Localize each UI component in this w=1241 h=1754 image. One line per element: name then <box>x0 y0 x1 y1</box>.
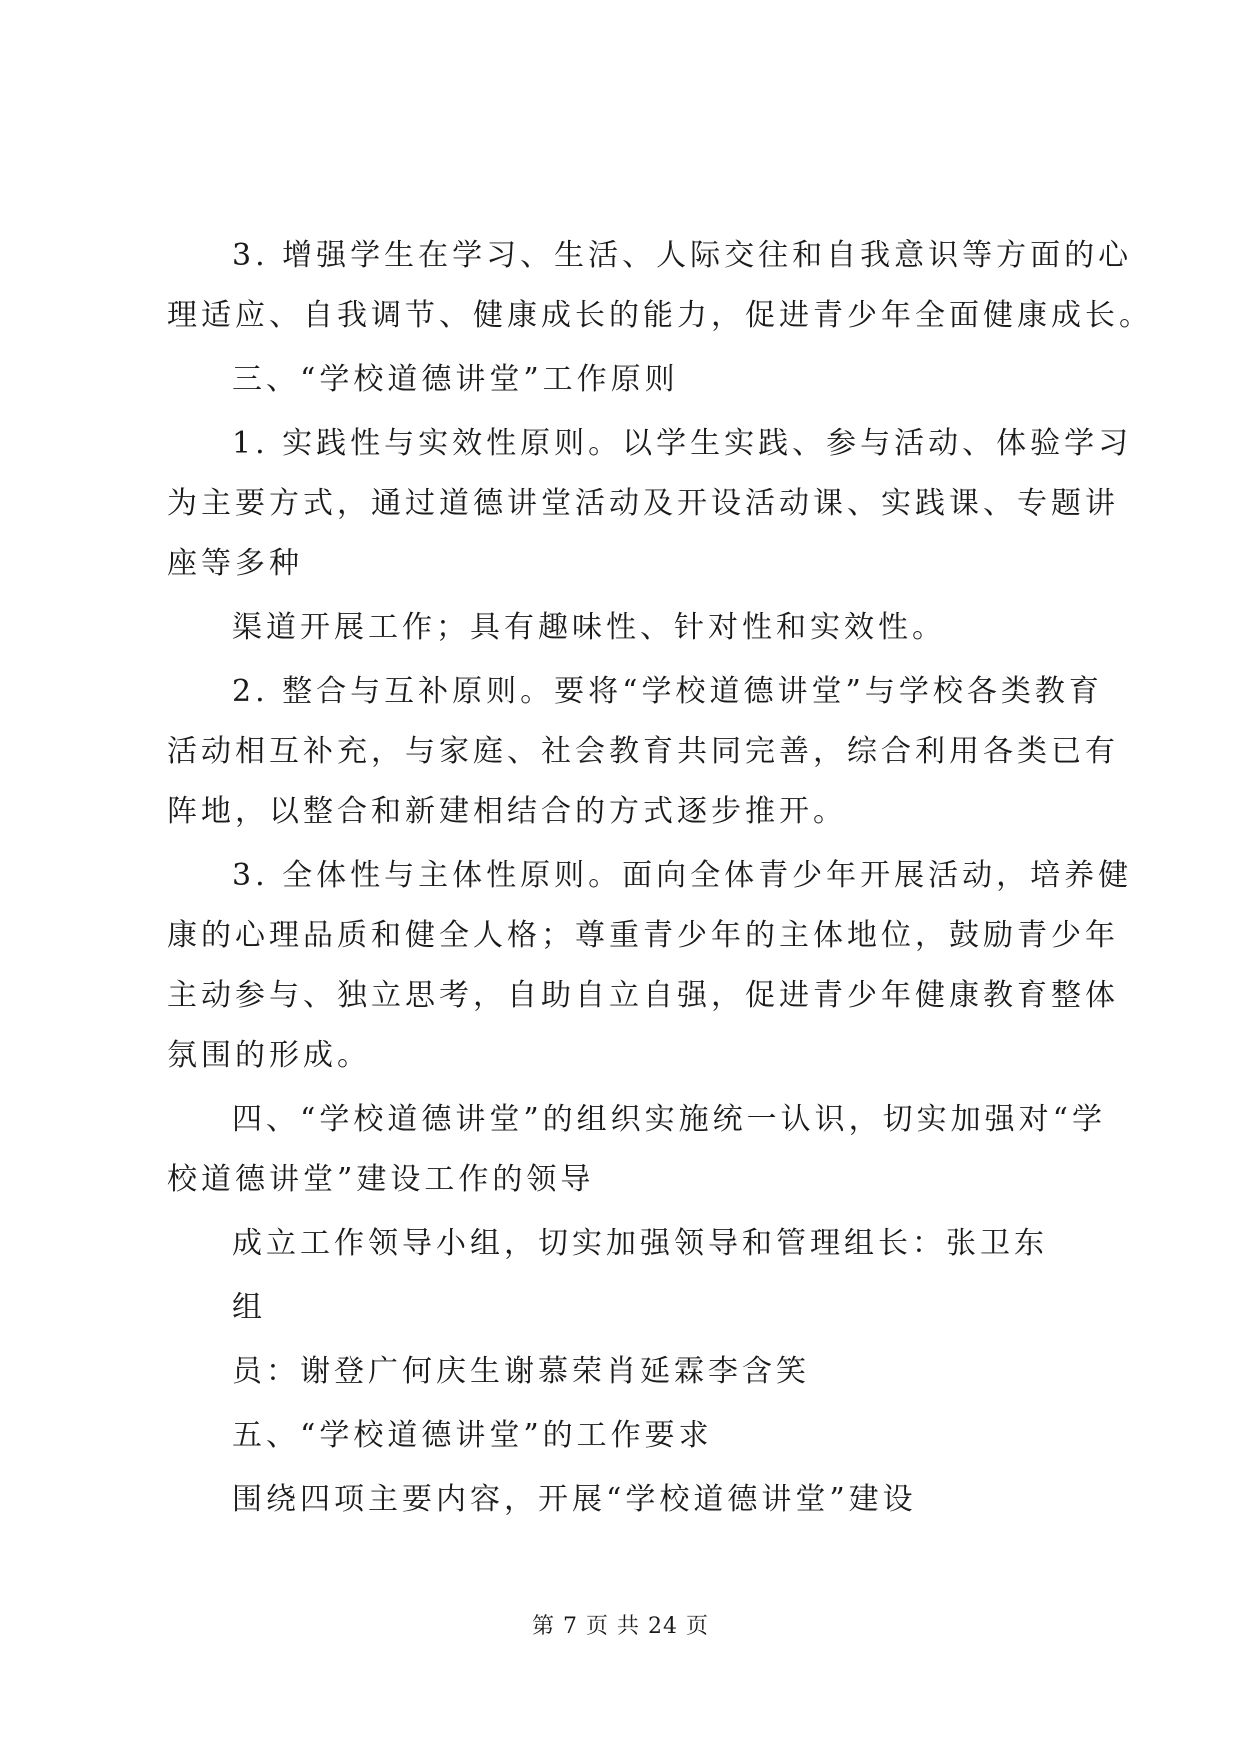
section-heading: 三、“学校道德讲堂”工作原则 <box>232 362 679 397</box>
paragraph-line: 理适应、自我调节、健康成长的能力，促进青少年全面健康成长。 <box>167 298 1153 333</box>
paragraph-line: 活动相互补充，与家庭、社会教育共同完善，综合利用各类已有 <box>167 734 1119 769</box>
paragraph-line: 氛围的形成。 <box>167 1038 371 1073</box>
paragraph-line: 渠道开展工作；具有趣味性、针对性和实效性。 <box>232 610 946 645</box>
section-heading: 校道德讲堂”建设工作的领导 <box>167 1162 595 1197</box>
page-number-footer: 第 7 页 共 24 页 <box>532 1614 709 1639</box>
paragraph-line: 1. 实践性与实效性原则。以学生实践、参与活动、体验学习 <box>232 426 1133 461</box>
paragraph-line: 阵地，以整合和新建相结合的方式逐步推开。 <box>167 794 847 829</box>
paragraph-line: 主动参与、独立思考，自助自立自强，促进青少年健康教育整体 <box>167 978 1119 1013</box>
paragraph-line: 为主要方式，通过道德讲堂活动及开设活动课、实践课、专题讲 <box>167 486 1119 521</box>
paragraph-line: 围绕四项主要内容，开展“学校道德讲堂”建设 <box>232 1482 917 1517</box>
section-heading: 四、“学校道德讲堂”的组织实施统一认识，切实加强对“学 <box>232 1102 1107 1137</box>
paragraph-line: 3. 增强学生在学习、生活、人际交往和自我意识等方面的心 <box>232 238 1133 273</box>
paragraph-line: 康的心理品质和健全人格；尊重青少年的主体地位，鼓励青少年 <box>167 918 1119 953</box>
paragraph-line: 座等多种 <box>167 546 303 581</box>
section-heading: 五、“学校道德讲堂”的工作要求 <box>232 1418 713 1453</box>
paragraph-line: 组 <box>232 1290 266 1325</box>
paragraph-line: 2. 整合与互补原则。要将“学校道德讲堂”与学校各类教育 <box>232 674 1103 709</box>
paragraph-line: 成立工作领导小组，切实加强领导和管理组长：张卫东 <box>232 1226 1048 1261</box>
paragraph-line: 3. 全体性与主体性原则。面向全体青少年开展活动，培养健 <box>232 858 1133 893</box>
paragraph-line: 员：谢登广何庆生谢慕荣肖延霖李含笑 <box>232 1354 810 1389</box>
